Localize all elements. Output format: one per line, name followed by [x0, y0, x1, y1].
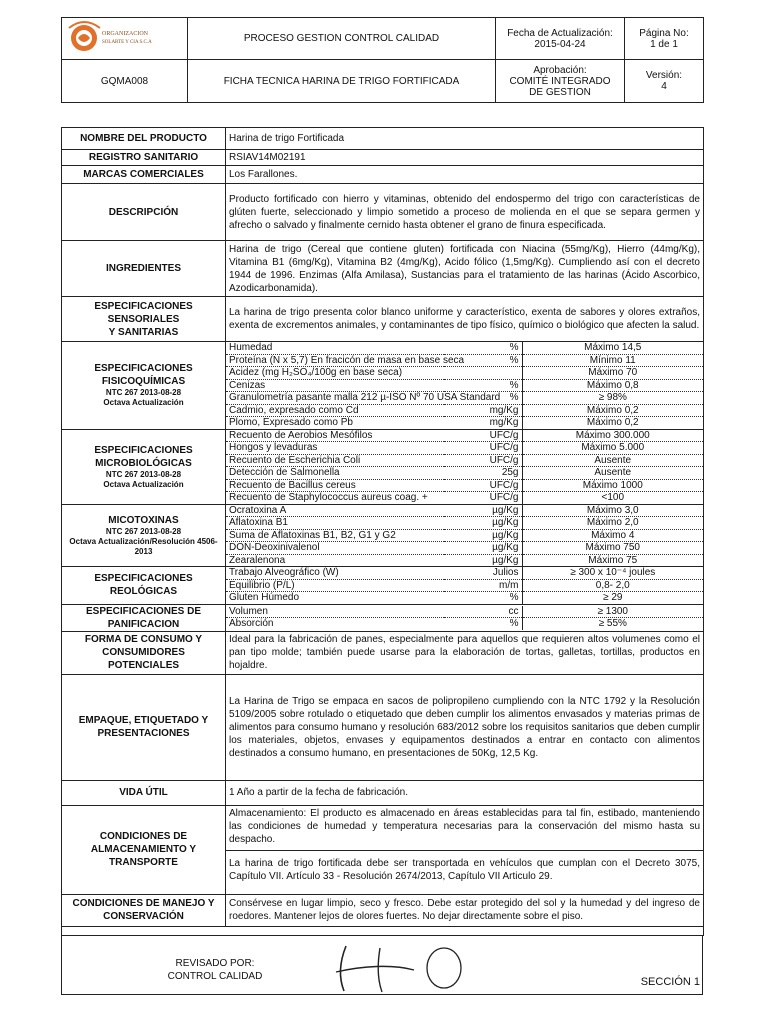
spec-value: ≥ 1300 [522, 606, 703, 618]
table-row [62, 674, 704, 780]
spec-value: Ausente [522, 454, 703, 467]
spec-unit: UFC/g [444, 442, 522, 455]
spec-unit: µg/Kg [444, 517, 522, 530]
spec-parameter: Zearalenona [229, 554, 286, 566]
spec-row [226, 492, 703, 504]
spec-unit: % [444, 354, 522, 367]
marcas-value: Los Farallones. [226, 166, 704, 184]
spec-unit: UFC/g [444, 492, 522, 504]
aprobacion-value: COMITÉ INTEGRADO DE GESTION [509, 75, 611, 98]
spec-parameter: Aflatoxina B1 [226, 517, 444, 530]
ingredientes-label: INGREDIENTES [62, 241, 226, 297]
spec-value: Máximo 300.000 [522, 430, 703, 442]
spec-value: Máximo 0,2 [522, 404, 703, 417]
document-title: FICHA TECNICA HARINA DE TRIGO FORTIFICADA [188, 60, 496, 103]
spec-unit: % [444, 392, 522, 405]
table-row [62, 604, 704, 631]
spec-unit: 25g [444, 467, 522, 480]
spec-unit: µg/Kg [444, 554, 522, 566]
empaque-label: EMPAQUE, ETIQUETADO Y PRESENTACIONES [62, 674, 226, 780]
spec-value: Máximo 4 [522, 529, 703, 542]
micro-spec-list [226, 430, 703, 504]
registro-value: RSIAV14M02191 [226, 150, 704, 166]
spec-value: Ausente [522, 467, 703, 480]
spec-row [226, 467, 703, 480]
manejo-value: Consérvese en lugar limpio, seco y fresco. Debe estar protegido del sol y la humedad y del ingreso de roedores. Mantener lejos de olores fuertes. No dejar directamente sobre el piso. [226, 894, 704, 926]
spec-parameter: Ocratoxina A [226, 505, 444, 517]
nombre-label: NOMBRE DEL PRODUCTO [62, 128, 226, 150]
company-logo [62, 18, 188, 60]
spec-parameter: Proteína (N x 5,7) En fracicón de masa en base seca [226, 354, 444, 367]
spec-value: Máximo 0,2 [586, 417, 639, 428]
spec-value: ≥ 300 x 10⁻⁴ joules [522, 567, 703, 579]
spec-unit: mg/Kg [444, 404, 522, 417]
fecha-label: Fecha de Actualización: [507, 27, 613, 39]
spec-unit: % [444, 618, 522, 630]
sun-logo-icon [64, 18, 186, 56]
spec-row [226, 404, 703, 417]
spec-parameter: Absorción [229, 618, 274, 629]
reo-spec-list [226, 567, 703, 604]
spec-row [226, 579, 703, 592]
table-row [62, 780, 704, 805]
spec-unit: % [444, 379, 522, 392]
fisico-spec-list [226, 342, 703, 429]
mico-spec-list [226, 505, 703, 567]
spec-parameter: Acidez (mg H₂SO₄/100g en base seca) [226, 367, 444, 380]
revisado-label: REVISADO POR: [175, 957, 255, 969]
table-row [62, 342, 704, 430]
spec-row [226, 542, 703, 555]
spec-value: ≥ 98% [522, 392, 703, 405]
table-row [62, 297, 704, 342]
spec-value: Mínimo 11 [522, 354, 703, 367]
version-label: Versión: [645, 70, 683, 81]
spec-unit: UFC/g [444, 430, 522, 442]
spec-unit: µg/Kg [444, 542, 522, 555]
document-code: GQMA008 [62, 60, 188, 103]
spec-parameter: Granulometría pasante malla 212 µ-ISO Nº 70 USA Standard [226, 392, 444, 405]
sensoriales-label: ESPECIFICACIONES SENSORIALES Y SANITARIAS [62, 297, 226, 342]
table-row [62, 150, 704, 166]
marcas-label: MARCAS COMERCIALES [62, 166, 226, 184]
vida-value: 1 Año a partir de la fecha de fabricación. [226, 780, 704, 805]
table-row [62, 805, 704, 894]
table-row [62, 631, 704, 674]
ingredientes-value: Harina de trigo (Cereal que contiene gluten) fortificada con Niacina (55mg/Kg), Hierro (44mg/Kg), Vitamina B1 (6mg/Kg), Vitamina B2 (4mg/Kg), Acido fólico (1,5mg/Kg). Cumpliendo así con el decreto 1944 de 1996. Enzimas (Alfa Amilasa), Sustancias para el tratamiento de las harinas (Ácido Ascorbico, Azodicarbonamida). [226, 241, 704, 297]
spec-unit: % [444, 342, 522, 354]
spec-parameter: Cadmio, expresado como Cd [226, 404, 444, 417]
spec-row [226, 592, 703, 604]
spec-value: Máximo 750 [522, 542, 703, 555]
spec-unit: Julios [444, 567, 522, 579]
transporte-value: La harina de trigo fortificada debe ser transportada en vehículos que cumplan con el Decreto 3075, Capítulo VII. Artículo 33 - Resolución 2674/2013, Capítulo VII Articulo 29. [229, 857, 700, 882]
signature-footer [61, 936, 703, 995]
process-title: PROCESO GESTION CONTROL CALIDAD [188, 18, 496, 60]
spec-value: ≥ 29 [603, 592, 623, 603]
spec-row [226, 430, 703, 442]
empaque-value: La Harina de Trigo se empaca en sacos de polipropileno cumpliendo con la NTC 1792 y la Resolución 5109/2005 sobre rotulado o etiquetado que deben cumplir los alimentos envasados y materias primas de alimentos para consumo humano y resolución 683/2012 sobre los requisitos sanitarios que deben cumplir los materiales, objetos, envases y equipamentos destinados a entrar en contacto con alimentos destinados a consumo humano, en presentaciones de 50Kg, 12,5 Kg. [226, 674, 704, 780]
nombre-value: Harina de trigo Fortificada [226, 128, 704, 150]
spec-value: Máximo 70 [522, 367, 703, 380]
spec-row [226, 379, 703, 392]
version-value: 4 [661, 81, 667, 92]
spec-row [226, 367, 703, 380]
spec-value: Máximo 5.000 [522, 442, 703, 455]
spec-parameter: Gluten Húmedo [229, 592, 300, 603]
ficha-tecnica-sheet [61, 17, 703, 995]
panif-spec-list [226, 606, 703, 630]
spec-unit: m/m [444, 579, 522, 592]
spec-parameter: Detección de Salmonella [226, 467, 444, 480]
spec-unit [444, 367, 522, 380]
spec-parameter: Equilibrio (P/L) [226, 579, 444, 592]
spec-unit: UFC/g [444, 479, 522, 492]
spec-row [226, 454, 703, 467]
spec-parameter: Suma de Aflatoxinas B1, B2, G1 y G2 [226, 529, 444, 542]
spec-value: Máximo 75 [588, 554, 638, 566]
spec-parameter: Plomo, Expresado como Pb [229, 417, 353, 428]
spec-unit: UFC/g [444, 454, 522, 467]
spec-unit: % [444, 592, 522, 604]
spec-value: Máximo 3,0 [522, 505, 703, 517]
spec-row [226, 529, 703, 542]
spec-value: Máximo 2,0 [522, 517, 703, 530]
sensoriales-value: La harina de trigo presenta color blanco uniforme y característico, exenta de sabores y olores extraños, exenta de excrementos animales, y contaminantes de tipo físico, químico o biológico que afecten la salud. [226, 297, 704, 342]
spec-value: 0,8- 2,0 [522, 579, 703, 592]
signature-icon [332, 936, 472, 994]
spec-row [226, 517, 703, 530]
spec-row [226, 442, 703, 455]
spec-row [226, 567, 703, 579]
spec-row [226, 554, 703, 566]
aprobacion-label: Aprobación: [533, 64, 587, 76]
table-row [62, 504, 704, 567]
spec-parameter: DON-Deoxinivalenol [226, 542, 444, 555]
descripcion-label: DESCRIPCIÓN [62, 184, 226, 241]
spec-parameter: Trabajo Alveográfico (W) [226, 567, 444, 579]
seccion-label: SECCIÓN 1 [640, 975, 700, 988]
micro-label: ESPECIFICACIONES MICROBIOLÓGICAS NTC 267 2013-08-28 Octava Actualización [62, 429, 226, 504]
spec-unit: µg/Kg [444, 505, 522, 517]
table-row [62, 567, 704, 605]
logo-line1: ORGANIZACION [101, 31, 148, 37]
spec-row [226, 417, 703, 429]
spec-row [226, 342, 703, 354]
consumo-label: FORMA DE CONSUMO Y CONSUMIDORES POTENCIALES [62, 631, 226, 674]
spec-parameter: Volumen [226, 606, 444, 618]
consumo-value: Ideal para la fabricación de panes, especialmente para aquellos que requieren altos volumenes como el pan tipo molde; también puede usarse para la elaboración de tortas, galletas, tortillas, productos en hojaldre. [226, 631, 704, 674]
spec-table [61, 127, 704, 936]
spec-parameter: Cenizas [226, 379, 444, 392]
registro-label: REGISTRO SANITARIO [62, 150, 226, 166]
vida-label: VIDA ÚTIL [62, 780, 226, 805]
almac-label: CONDICIONES DE ALMACENAMIENTO Y TRANSPORTE [62, 805, 226, 894]
document-header [61, 17, 704, 103]
spec-row [226, 392, 703, 405]
fecha-value: 2015-04-24 [534, 38, 586, 50]
descripcion-value: Producto fortificado con hierro y vitaminas, obtenido del endospermo del trigo con características de glúten fuerte, seleccionado y limpio sometido a proceso de molienda en el que se separa germen y afrecho o salvado y finalmente cernido hasta obtener el grano de finura especificada. [226, 184, 704, 241]
spec-row [226, 505, 703, 517]
spec-unit: cc [444, 606, 522, 618]
spec-value: ≥ 55% [598, 618, 627, 629]
table-row [62, 894, 704, 926]
reo-label: ESPECIFICACIONES REOLÓGICAS [62, 567, 226, 605]
spec-value: Máximo 1000 [522, 479, 703, 492]
spec-row [226, 354, 703, 367]
spec-unit: mg/Kg [444, 417, 522, 429]
spec-parameter: Hongos y levaduras [226, 442, 444, 455]
table-row [62, 184, 704, 241]
spec-unit: µg/Kg [444, 529, 522, 542]
fisico-label: ESPECIFICACIONES FISICOQUÍMICAS NTC 267 2013-08-28 Octava Actualización [62, 342, 226, 430]
spec-parameter: Recuento de Staphylococcus aureus coag. + [229, 492, 428, 503]
spec-value: Máximo 14,5 [522, 342, 703, 354]
spec-row [226, 606, 703, 618]
pagina-label: Página No: [639, 27, 689, 39]
table-row [62, 128, 704, 150]
pagina-value: 1 de 1 [650, 38, 678, 50]
table-row [62, 429, 704, 504]
spec-row [226, 618, 703, 630]
spec-parameter: Recuento de Aerobios Mesófilos [226, 430, 444, 442]
spec-parameter: Recuento de Escherichia Coli [226, 454, 444, 467]
spec-value: <100 [601, 492, 625, 503]
almacenamiento-value: Almacenamiento: El producto es almacenado en áreas establecidas para tal fin, estibado, manteniendo las condiciones de humedad y temperatura necesarias para la conservación del mismo hasta su despacho. [226, 806, 703, 851]
panif-label: ESPECIFICACIONES DE PANIFICACION [62, 604, 226, 631]
spec-value: Máximo 0,8 [522, 379, 703, 392]
spec-parameter: Humedad [226, 342, 444, 354]
table-row [62, 166, 704, 184]
logo-line2: SOLARTE Y CIA S.C.A [101, 40, 152, 45]
table-row [62, 241, 704, 297]
spec-parameter: Recuento de Bacillus cereus [226, 479, 444, 492]
manejo-label: CONDICIONES DE MANEJO Y CONSERVACIÓN [62, 894, 226, 926]
mico-label: MICOTOXINAS NTC 267 2013-08-28 Octava Actualización/Resolución 4506-2013 [62, 504, 226, 567]
spec-row [226, 479, 703, 492]
control-calidad-label: CONTROL CALIDAD [167, 970, 263, 982]
